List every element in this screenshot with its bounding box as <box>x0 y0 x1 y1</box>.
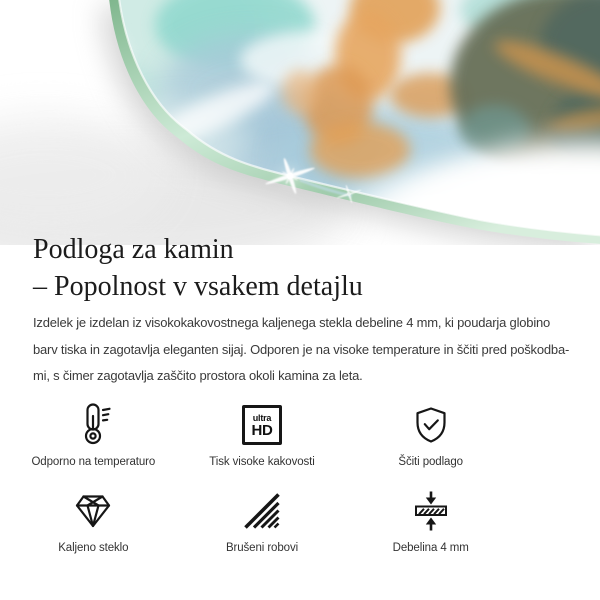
thermometer-icon <box>71 402 115 448</box>
feature-item-tempered-glass <box>9 486 178 556</box>
description-line: Izdelek je izdelan iz visokokakovostnega kaljenega stekla debeline 4 mm, ki poudarja globino <box>33 315 551 330</box>
feature-item-temperature <box>9 400 178 470</box>
shield-check-icon <box>411 405 451 445</box>
page-title-line1: Podloga za kamin <box>33 234 234 265</box>
compress-thickness-icon <box>409 489 453 533</box>
feature-grid <box>9 400 515 556</box>
product-image <box>0 0 600 245</box>
page-title-line2: – Popolnost v vsakem detajlu <box>33 271 363 302</box>
feature-item-thickness <box>346 486 515 556</box>
feature-label: Brušeni robovi <box>225 542 299 554</box>
feature-label: Ščiti podlago <box>398 456 463 468</box>
feature-label: Kaljeno steklo <box>58 542 129 554</box>
description-line: mi, s čimer zagotavlja zaščito prostora okoli kamina za leta. <box>33 368 363 383</box>
feature-item-beveled-edges <box>178 486 347 556</box>
feature-item-protection <box>346 400 515 470</box>
ultra-hd-label-bottom: HD <box>251 421 273 439</box>
ultra-hd-icon <box>242 405 282 445</box>
description-line: barv tiska in zagotavlja eleganten sijaj. Odporen je na visoke temperature in ščiti pred poškodba- <box>33 341 570 357</box>
ultra-hd-label-top: ultra <box>252 412 272 423</box>
feature-label: Debelina 4 mm <box>392 542 469 554</box>
product-description <box>33 310 569 390</box>
beveled-edges-icon <box>242 491 282 531</box>
diamond-icon <box>73 491 113 531</box>
feature-label: Tisk visoke kakovosti <box>209 456 315 468</box>
page-title <box>33 231 363 305</box>
feature-label: Odporno na temperaturo <box>31 456 156 468</box>
feature-item-print-quality <box>178 400 347 470</box>
